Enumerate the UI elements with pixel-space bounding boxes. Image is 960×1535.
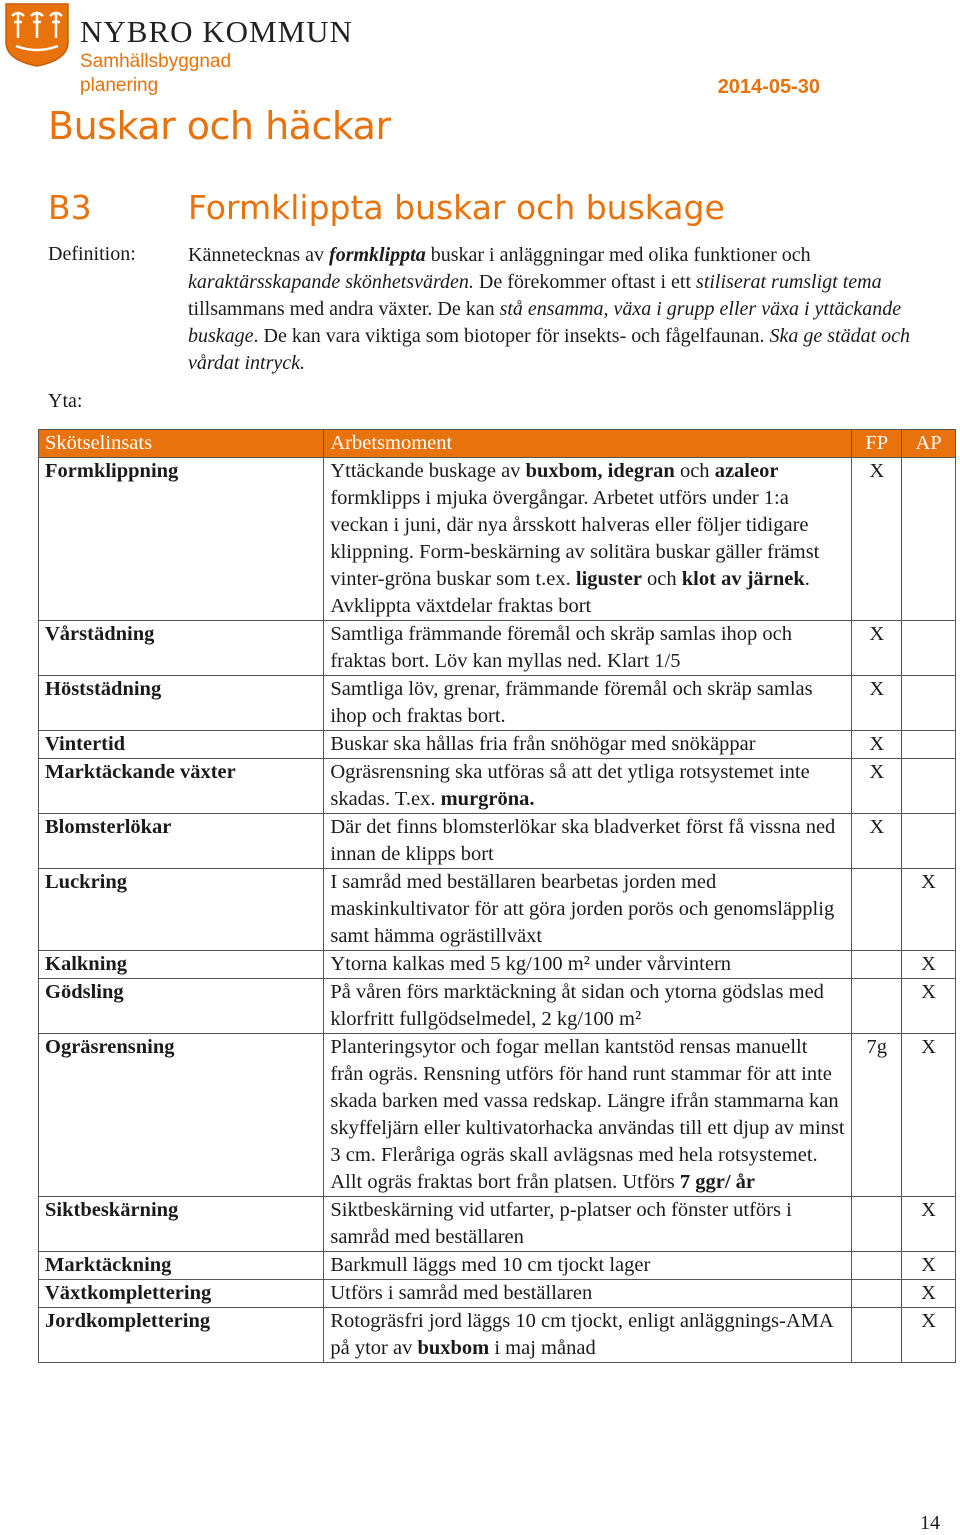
row-action: Växtkomplettering — [39, 1280, 324, 1308]
department-name: Samhällsbyggnad planering — [80, 51, 232, 96]
row-ap: X — [902, 979, 956, 1034]
description-part: Utförs i samråd med beställaren — [330, 1282, 593, 1304]
row-action: Marktäckning — [39, 1252, 324, 1280]
row-fp: X — [852, 814, 902, 869]
description-part: Yttäckande buskage av — [330, 460, 526, 482]
row-ap: X — [902, 1197, 956, 1252]
row-action: Kalkning — [39, 951, 324, 979]
description-part: klot av järnek — [681, 568, 805, 590]
maintenance-table — [38, 429, 956, 1363]
table-row — [39, 621, 956, 676]
table-row — [39, 458, 956, 621]
row-fp — [852, 951, 902, 979]
row-action: Jordkomplettering — [39, 1308, 324, 1363]
description-part: liguster — [575, 568, 642, 590]
row-fp: X — [852, 759, 902, 814]
description-part: azaleor — [714, 460, 779, 482]
definition-text — [188, 242, 948, 377]
row-action: Siktbeskärning — [39, 1197, 324, 1252]
row-description — [324, 1280, 852, 1308]
row-description — [324, 621, 852, 676]
page-title: Buskar och häckar — [48, 104, 391, 148]
row-ap: X — [902, 1252, 956, 1280]
description-part: Planteringsytor och fogar mellan kantstöd rensas manuellt från ogräs. Rensning utförs för hand runt stammar för att inte skada barken med vassa redskap. Längre ifrån stammarna kan skyffeljärn eller kultivatorhacka användas till ett djup av minst 3 cm. Fleråriga ogräs skall avlägsnas med hela rotsystemet. Allt ogräs fraktas bort från platsen. Utförs — [330, 1036, 845, 1193]
row-ap: X — [902, 1308, 956, 1363]
row-fp: X — [852, 731, 902, 759]
row-action: Formklippning — [39, 458, 324, 621]
row-description — [324, 869, 852, 951]
definition-part: stå ensamma, växa i grupp eller växa i yttäckande buskage — [188, 298, 902, 347]
definition-part: buskar i anläggningar med olika funktioner och — [425, 244, 811, 266]
page-number: 14 — [920, 1512, 940, 1534]
table-row — [39, 979, 956, 1034]
row-fp — [852, 1197, 902, 1252]
area-label: Yta: — [48, 390, 83, 412]
table-row — [39, 869, 956, 951]
row-action: Marktäckande växter — [39, 759, 324, 814]
row-action: Höststädning — [39, 676, 324, 731]
description-part: . Avklippta växtdelar fraktas bort — [330, 568, 810, 617]
row-description — [324, 951, 852, 979]
table-header-row — [39, 430, 956, 458]
description-part: murgröna. — [440, 788, 535, 810]
row-ap: X — [902, 869, 956, 951]
row-description — [324, 979, 852, 1034]
row-description — [324, 1197, 852, 1252]
document-date: 2014-05-30 — [717, 76, 820, 98]
table-row — [39, 1280, 956, 1308]
table-row — [39, 731, 956, 759]
row-description — [324, 759, 852, 814]
row-action: Gödsling — [39, 979, 324, 1034]
description-part: Där det finns blomsterlökar ska bladverket först få vissna ned innan de klipps bort — [330, 816, 836, 865]
row-description — [324, 458, 852, 621]
description-part: och — [674, 460, 715, 482]
description-part: Ogräsrensning ska utföras så att det ytliga rotsystemet inte skadas. T.ex. — [330, 761, 810, 810]
row-ap — [902, 458, 956, 621]
description-part: i maj månad — [489, 1337, 596, 1359]
row-description — [324, 1252, 852, 1280]
row-fp — [852, 1252, 902, 1280]
row-fp: X — [852, 676, 902, 731]
description-part: formklipps i mjuka övergångar. Arbetet utförs under 1:a veckan i juni, där nya årsskott halveras eller följer tidigare klippning. Form-beskärning av solitära buskar gäller främst vinter-gröna buskar som t.ex. — [330, 487, 820, 590]
description-part: Buskar ska hållas fria från snöhögar med snökäppar — [330, 733, 756, 755]
row-fp — [852, 1308, 902, 1363]
table-row — [39, 1034, 956, 1197]
row-description — [324, 1034, 852, 1197]
row-action: Vintertid — [39, 731, 324, 759]
definition-part: Ska ge städat och vårdat intryck. — [188, 325, 911, 374]
row-fp — [852, 979, 902, 1034]
definition-part: . De kan vara viktiga som biotoper för insekts- och fågelfaunan. — [253, 325, 770, 347]
row-description — [324, 676, 852, 731]
description-part: På våren förs marktäckning åt sidan och ytorna gödslas med klorfritt fullgödselmedel, 2 kg/100 m² — [330, 981, 824, 1030]
row-ap: X — [902, 951, 956, 979]
table-row — [39, 814, 956, 869]
row-action: Luckring — [39, 869, 324, 951]
row-fp — [852, 1280, 902, 1308]
header-fp: FP — [852, 430, 902, 458]
description-part: och — [641, 568, 682, 590]
municipality-name: NYBRO KOMMUN — [80, 14, 353, 49]
section-code: B3 — [48, 188, 92, 227]
definition-part: tillsammans med andra växter. De kan — [188, 298, 500, 320]
row-fp — [852, 869, 902, 951]
description-part: Samtliga löv, grenar, främmande föremål och skräp samlas ihop och fraktas bort. — [330, 678, 813, 727]
row-ap: X — [902, 1280, 956, 1308]
row-fp: X — [852, 458, 902, 621]
definition-part: De förekommer oftast i ett — [473, 271, 697, 293]
table-row — [39, 1308, 956, 1363]
row-description — [324, 1308, 852, 1363]
definition-part: Kännetecknas av — [188, 244, 330, 266]
header-ap: AP — [902, 430, 956, 458]
description-part: Samtliga främmande föremål och skräp samlas ihop och fraktas bort. Löv kan myllas ned. Klart 1/5 — [330, 623, 793, 672]
row-description — [324, 731, 852, 759]
row-ap — [902, 759, 956, 814]
description-part: Siktbeskärning vid utfarter, p-platser och fönster utförs i samråd med beställaren — [330, 1199, 792, 1248]
description-part: I samråd med beställaren bearbetas jorden med maskinkultivator för att göra jorden porös och genomsläpplig samt hämma ogrästillväxt — [330, 871, 835, 947]
row-fp: 7g — [852, 1034, 902, 1197]
description-part: buxbom, idegran — [525, 460, 675, 482]
table-row — [39, 1252, 956, 1280]
table-body — [39, 458, 956, 1363]
row-ap: X — [902, 1034, 956, 1197]
row-ap — [902, 621, 956, 676]
definition-label: Definition: — [48, 243, 136, 265]
municipality-logo — [4, 2, 70, 68]
definition-part: formklippta — [329, 244, 426, 266]
table-row — [39, 1197, 956, 1252]
description-part: Rotogräsfri jord läggs 10 cm tjockt, enligt anläggnings-AMA på ytor av — [330, 1310, 833, 1359]
header-task: Arbetsmoment — [324, 430, 852, 458]
header-action: Skötselinsats — [39, 430, 324, 458]
row-ap — [902, 731, 956, 759]
table-row — [39, 951, 956, 979]
definition-part: stiliserat rumsligt tema — [696, 271, 882, 293]
description-part: Ytorna kalkas med 5 kg/100 m² under vårvintern — [330, 953, 732, 975]
row-ap — [902, 676, 956, 731]
description-part: buxbom — [417, 1337, 490, 1359]
row-action: Ogräsrensning — [39, 1034, 324, 1197]
row-fp: X — [852, 621, 902, 676]
description-part: 7 ggr/ år — [679, 1171, 756, 1193]
description-part: Barkmull läggs med 10 cm tjockt lager — [330, 1254, 651, 1276]
section-title: Formklippta buskar och buskage — [188, 188, 725, 227]
definition-part: karaktärsskapande skönhetsvärden. — [188, 271, 474, 293]
row-action: Vårstädning — [39, 621, 324, 676]
table-row — [39, 676, 956, 731]
row-ap — [902, 814, 956, 869]
row-action: Blomsterlökar — [39, 814, 324, 869]
table-row — [39, 759, 956, 814]
row-description — [324, 814, 852, 869]
